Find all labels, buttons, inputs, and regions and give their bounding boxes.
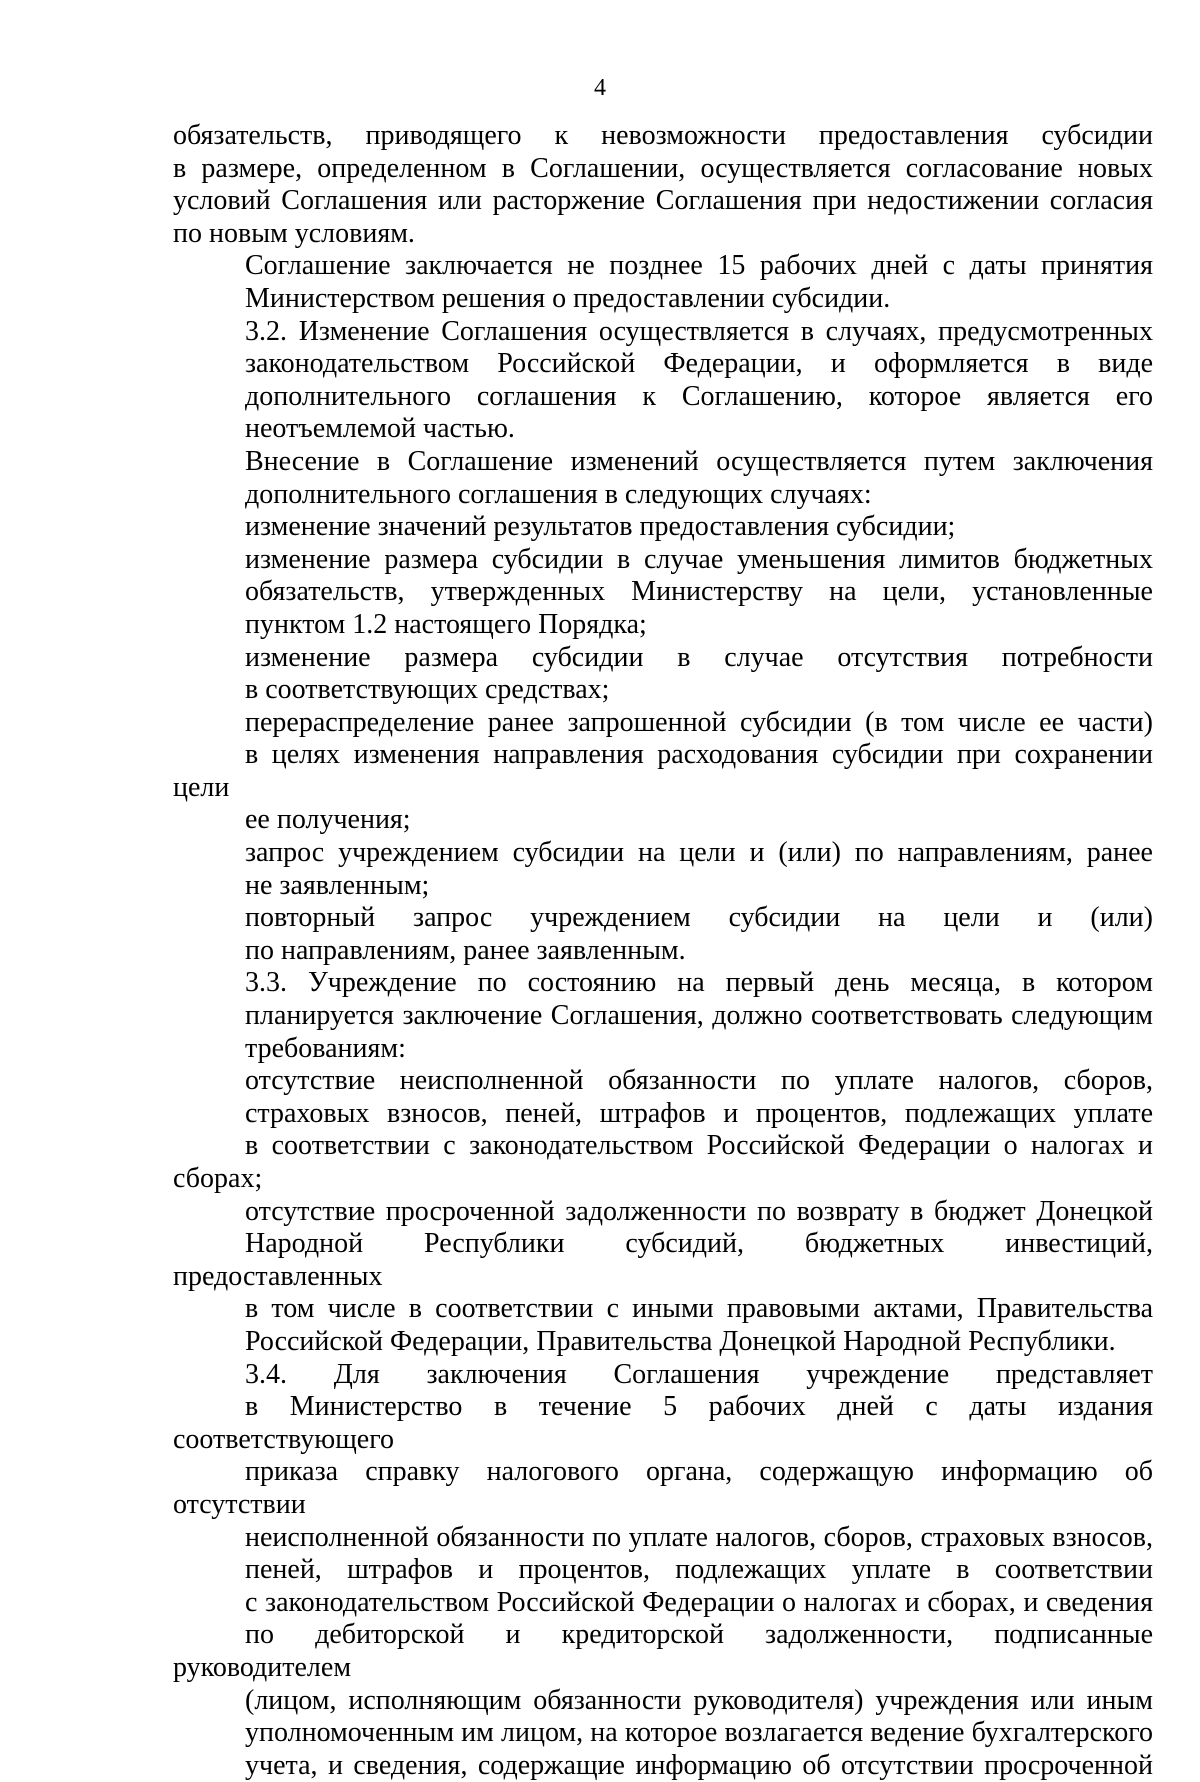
text-line: уполномоченным им лицом, на которое возлагается ведение бухгалтерского: [245, 1717, 1153, 1749]
paragraph: [173, 511, 1153, 544]
text-line: перераспределение ранее запрошенной субсидии (в том числе ее части): [245, 706, 1153, 738]
text-line: не заявленным;: [245, 869, 430, 901]
text-line: обязательств, приводящего к невозможности предоставления субсидии: [173, 120, 1153, 151]
text-line: изменение размера субсидии в случае уменьшения лимитов бюджетных: [245, 543, 1153, 575]
text-line: учета, и сведения, содержащие информацию об отсутствии просроченной: [245, 1749, 1153, 1781]
text-line: повторный запрос учреждением субсидии на цели и (или): [245, 902, 1153, 934]
text-line: запрос учреждением субсидии на цели и (или) по направлениям, ранее: [245, 837, 1153, 869]
paragraph: [173, 250, 1153, 315]
text-line: по направлениям, ранее заявленным.: [245, 934, 686, 966]
text-line: отсутствие неисполненной обязанности по уплате налогов, сборов,: [245, 1065, 1153, 1097]
text-line: в том числе в соответствии с иными правовыми актами, Правительства: [245, 1293, 1153, 1325]
paragraph: [173, 707, 1153, 837]
paragraph: [173, 316, 1153, 446]
text-line: 3.2. Изменение Соглашения осуществляется в случаях, предусмотренных: [245, 315, 1153, 347]
text-line: в размере, определенном в Соглашении, осуществляется согласование новых: [173, 152, 1153, 184]
text-line: Соглашение заключается не позднее 15 рабочих дней с даты принятия: [245, 250, 1153, 282]
text-line: изменение значений результатов предоставления субсидии;: [245, 511, 956, 543]
paragraph: [173, 902, 1153, 967]
paragraph: [173, 446, 1153, 511]
text-line: приказа справку налогового органа, содержащую информацию об отсутствии: [173, 1456, 1153, 1520]
paragraph: [173, 967, 1153, 1065]
text-line: в Министерство в течение 5 рабочих дней с даты издания соответствующего: [173, 1391, 1153, 1455]
text-line: (лицом, исполняющим обязанности руководителя) учреждения или иным: [245, 1684, 1153, 1716]
paragraph: [173, 1196, 1153, 1359]
text-line: требованиям:: [245, 1032, 406, 1064]
text-line: обязательств, утвержденных Министерству на цели, установленные: [245, 576, 1153, 608]
text-line: в соответствующих средствах;: [245, 674, 610, 706]
paragraph: [173, 642, 1153, 707]
text-line: планируется заключение Соглашения, должно соответствовать следующим: [245, 1000, 1153, 1032]
text-line: Внесение в Соглашение изменений осуществляется путем заключения: [245, 445, 1153, 477]
text-line: условий Соглашения или расторжение Соглашения при недостижении согласия: [173, 185, 1153, 217]
text-line: Министерством решения о предоставлении субсидии.: [245, 282, 891, 314]
page-number: 4: [594, 75, 606, 101]
text-line: отсутствие просроченной задолженности по возврату в бюджет Донецкой: [245, 1195, 1153, 1227]
paragraph: [173, 1065, 1153, 1195]
text-line: пеней, штрафов и процентов, подлежащих уплате в соответствии: [245, 1554, 1153, 1586]
text-line: с законодательством Российской Федерации о налогах и сборах, и сведения: [245, 1586, 1153, 1618]
document-body: [173, 120, 1153, 1782]
paragraph: [173, 544, 1153, 642]
text-line: ее получения;: [245, 804, 411, 836]
text-line: дополнительного соглашения в следующих случаях:: [245, 478, 872, 510]
text-line: Российской Федерации, Правительства Донецкой Народной Республики.: [245, 1325, 1116, 1357]
text-line: неотъемлемой частью.: [245, 413, 515, 445]
text-line: в целях изменения направления расходования субсидии при сохранении цели: [173, 739, 1153, 803]
text-line: дополнительного соглашения к Соглашению, которое является его: [245, 380, 1153, 412]
text-line: 3.3. Учреждение по состоянию на первый день месяца, в котором: [245, 967, 1153, 999]
paragraph: [173, 120, 1153, 250]
text-line: 3.4. Для заключения Соглашения учреждение представляет: [245, 1358, 1153, 1390]
text-line: в соответствии с законодательством Российской Федерации о налогах и сборах;: [173, 1130, 1153, 1194]
text-line: изменение размера субсидии в случае отсутствия потребности: [245, 641, 1153, 673]
text-line: пунктом 1.2 настоящего Порядка;: [245, 608, 647, 640]
text-line: неисполненной обязанности по уплате налогов, сборов, страховых взносов,: [245, 1521, 1153, 1553]
text-line: страховых взносов, пеней, штрафов и процентов, подлежащих уплате: [245, 1097, 1153, 1129]
paragraph: [173, 1359, 1153, 1782]
text-line: по новым условиям.: [173, 217, 415, 249]
text-line: законодательством Российской Федерации, и оформляется в виде: [245, 348, 1153, 380]
paragraph: [173, 837, 1153, 902]
text-line: Народной Республики субсидий, бюджетных инвестиций, предоставленных: [173, 1228, 1153, 1292]
text-line: по дебиторской и кредиторской задолженности, подписанные руководителем: [173, 1619, 1153, 1683]
